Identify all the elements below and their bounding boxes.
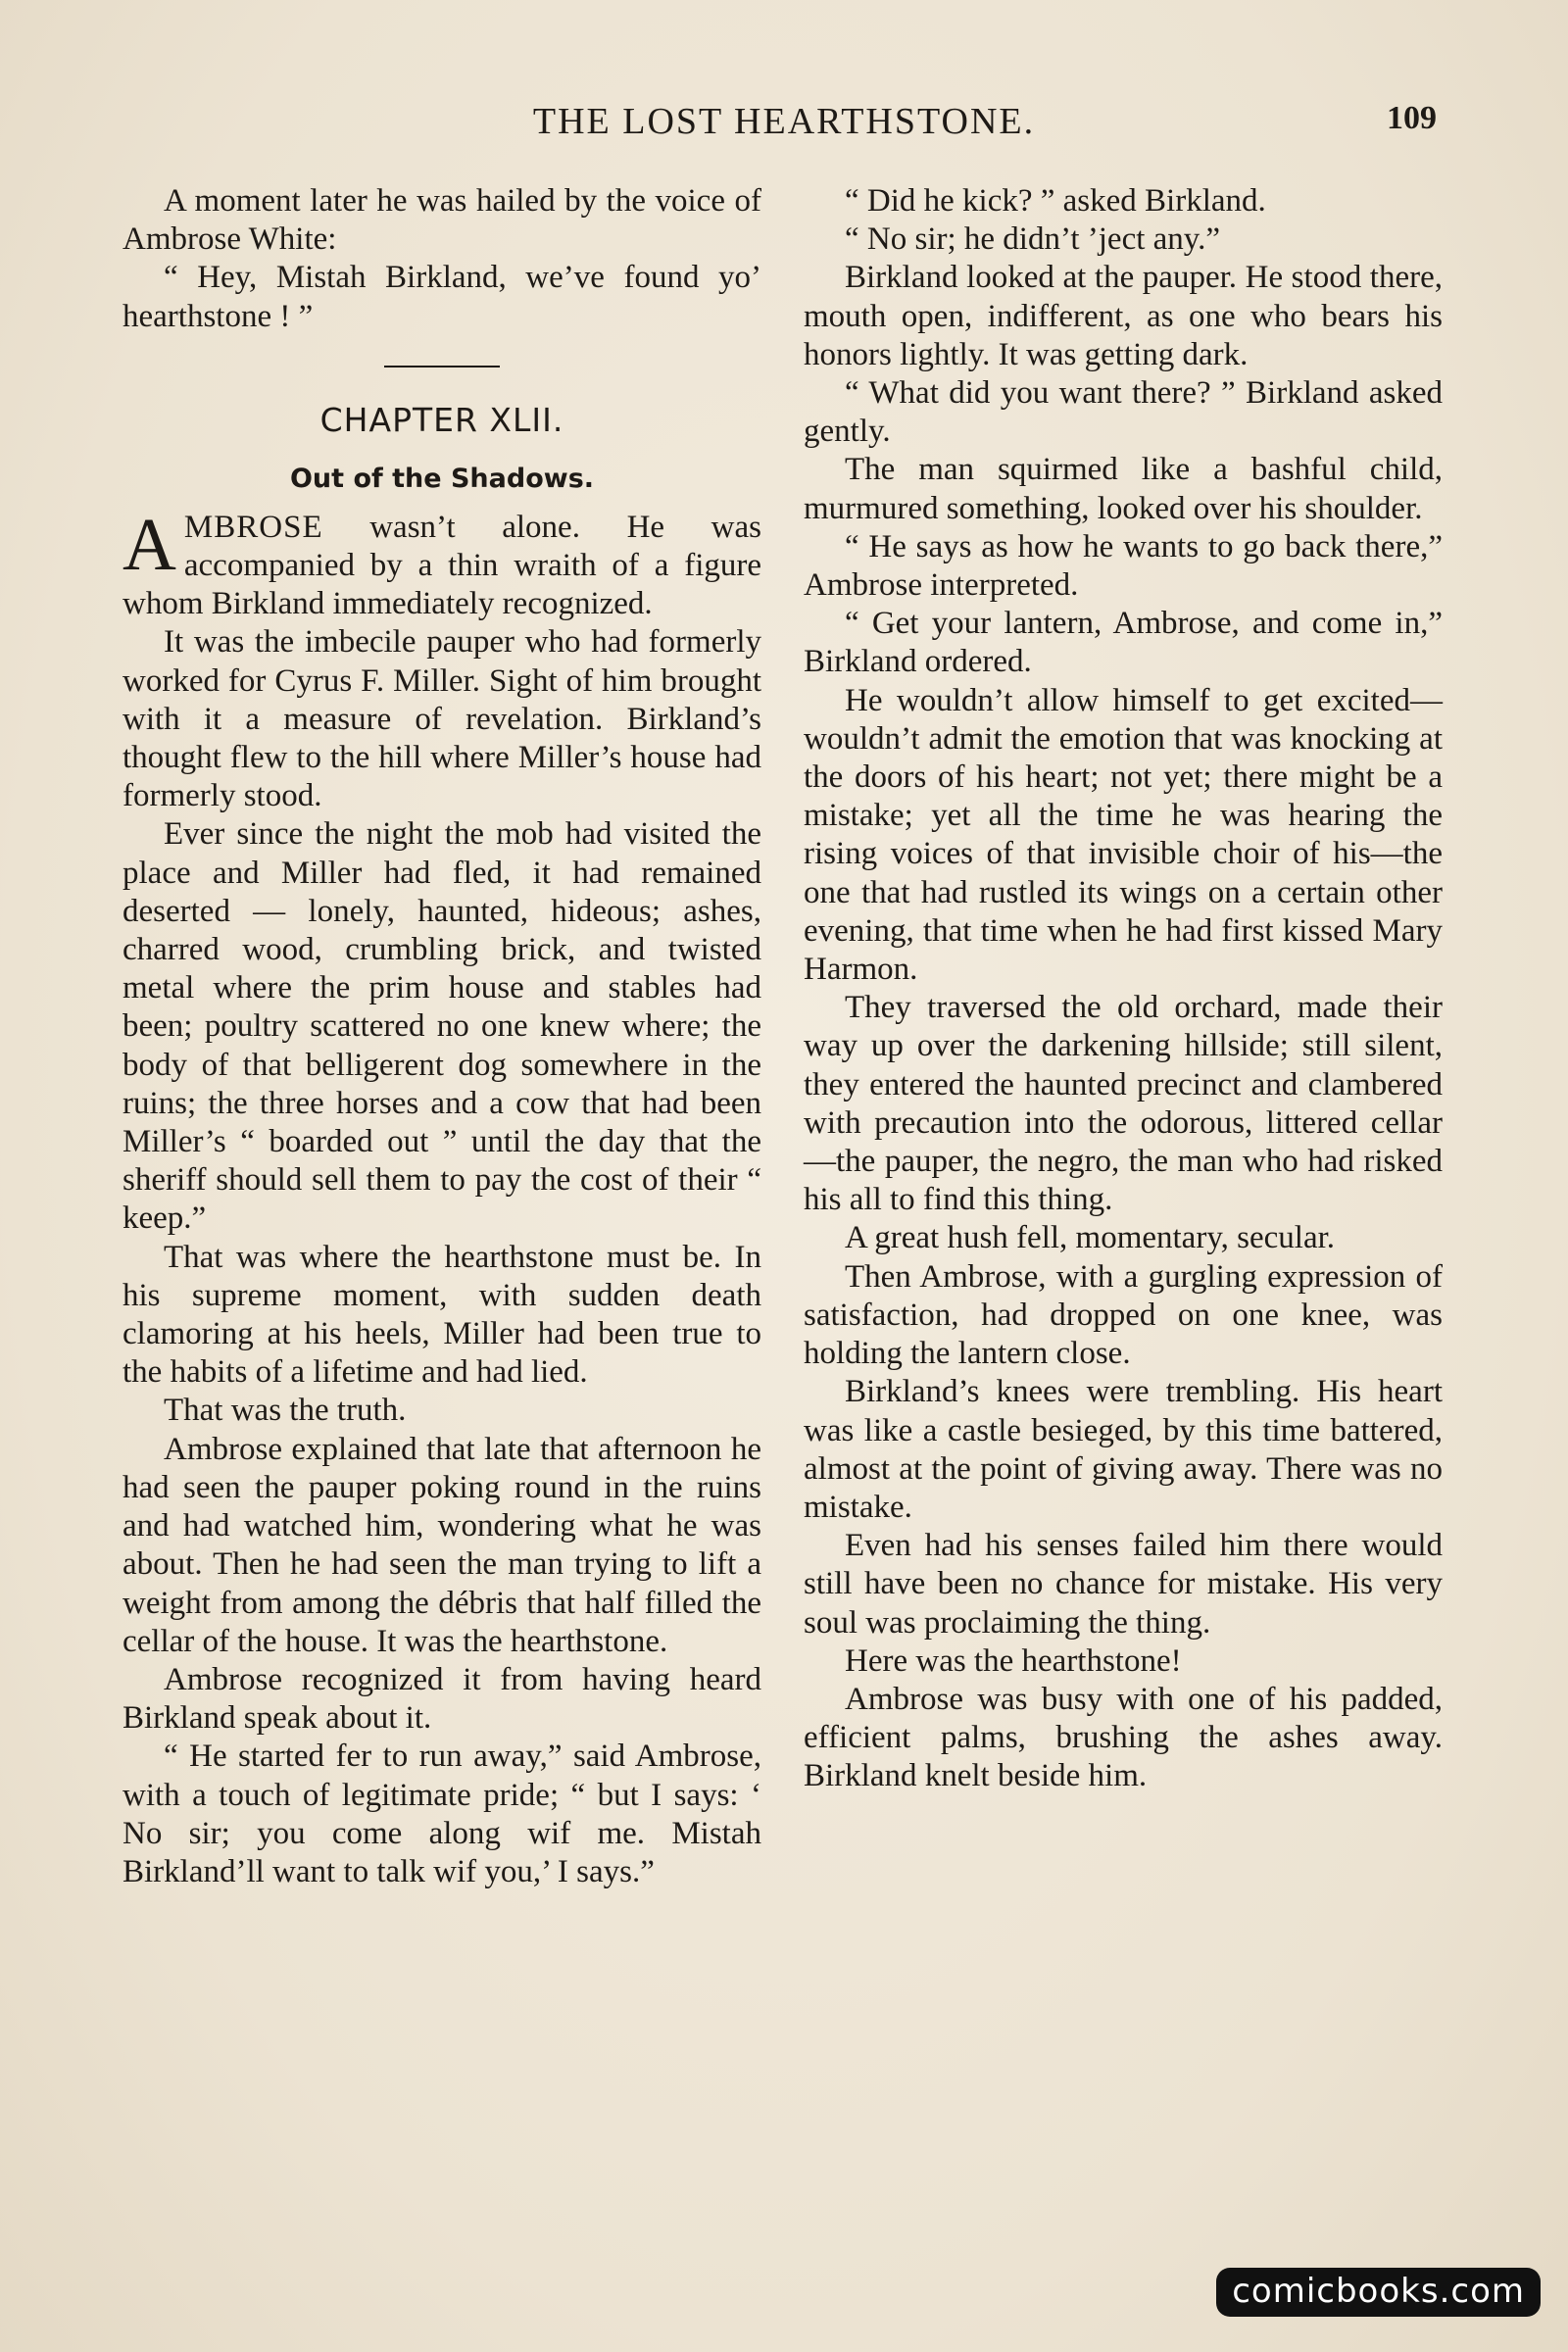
paragraph: That was where the hearthstone must be. In his supreme moment, with sudden death clamoring at his heels, Miller had been true to the habits of a lifetime and had lied. <box>122 1239 761 1391</box>
paragraph: That was the truth. <box>164 1393 407 1429</box>
drop-cap: A <box>122 503 176 586</box>
paragraph: Even had his senses failed him there would still have been no chance for mistake. His very soul was proclaiming the thing. <box>804 1528 1443 1641</box>
paragraph: “ Get your lantern, Ambrose, and come in,” Birkland ordered. <box>804 606 1443 680</box>
opening-text: wasn’t alone. He was accompanied by a thin wraith of a figure whom Birkland immediately recognized. <box>122 509 761 622</box>
paragraph: “ What did you want there? ” Birkland asked gently. <box>804 375 1443 450</box>
chapter-subtitle: Out of the Shadows. <box>289 463 595 494</box>
paragraph: It was the imbecile pauper who had formerly worked for Cyrus F. Miller. Sight of him brought with it a measure of revelation. Birkland’s thought flew to the hill where Miller’s house had formerly stood. <box>122 624 761 814</box>
paragraph: Ambrose explained that late that afternoon he had seen the pauper poking round in the ruins and had watched him, wondering what he was about. Then he had seen the man trying to lift a weight from among the débris that half filled the cellar of the house. It was the hearthstone. <box>122 1431 761 1659</box>
paragraph: A moment later he was hailed by the voice of Ambrose White: <box>122 183 761 258</box>
running-head <box>118 100 1450 149</box>
opening-smallcaps: MBROSE <box>183 509 323 545</box>
paragraph: Ambrose was busy with one of his padded, efficient palms, brushing the ashes away. Birkland knelt beside him. <box>804 1681 1443 1794</box>
paragraph: Here was the hearthstone! <box>845 1642 1182 1679</box>
left-column <box>122 182 761 1891</box>
paragraph: “ He says as how he wants to go back there,” Ambrose interpreted. <box>804 528 1443 604</box>
paragraph: Ever since the night the mob had visited the place and Miller had fled, it had remained deserted — lonely, haunted, hideous; ashes, charred wood, crumbling brick, and twisted metal where the prim house and stables had been; poultry scattered no one knew where; the body of that belligerent dog somewhere in the ruins; the three horses and a cow that had been Miller’s “ boarded out ” until the day that the sheriff should sell them to pay the cost of their “ keep.” <box>122 816 761 1237</box>
opening-paragraph <box>122 503 761 624</box>
paragraph: Ambrose recognized it from having heard Birkland speak about it. <box>122 1661 761 1737</box>
right-column <box>804 182 1443 1796</box>
chapter-heading: CHAPTER XLII. <box>319 400 564 439</box>
paragraph: Birkland looked at the pauper. He stood there, mouth open, indifferent, as one who bears his honors lightly. It was getting dark. <box>804 260 1443 372</box>
paragraph: A great hush fell, momentary, secular. <box>845 1220 1336 1256</box>
paragraph: They traversed the old orchard, made their way up over the darkening hillside; still silent, they entered the haunted precinct and clambered with precaution into the odorous, littered cellar—the pauper, the negro, the man who had risked his all to find this thing. <box>804 990 1443 1218</box>
paragraph: He wouldn’t allow himself to get excited—wouldn’t admit the emotion that was knocking at the doors of his heart; not yet; there might be a mistake; yet all the time he was hearing the rising voices of that invisible choir of his—the one that had rustled its wings on a certain other evening, that time when he had first kissed Mary Harmon. <box>804 682 1443 988</box>
paragraph: Birkland’s knees were trembling. His heart was like a castle besieged, by this time battered, almost at the point of giving away. There was no mistake. <box>804 1374 1443 1525</box>
paragraph: The man squirmed like a bashful child, murmured something, looked over his shoulder. <box>804 452 1443 526</box>
paragraph: “ No sir; he didn’t ’ject any.” <box>845 221 1221 258</box>
paragraph: “ Did he kick? ” asked Birkland. <box>845 183 1266 219</box>
section-divider <box>384 366 500 368</box>
paragraph: Then Ambrose, with a gurgling expression of satisfaction, had dropped on one knee, was holding the lantern close. <box>804 1258 1443 1372</box>
watermark-logo: comicbooks.com <box>1216 2268 1541 2317</box>
running-title: THE LOST HEARTHSTONE. <box>532 101 1036 142</box>
page-number: 109 <box>1387 100 1437 136</box>
paragraph: “ Hey, Mistah Birkland, we’ve found yo’ hearthstone ! ” <box>122 260 761 334</box>
paragraph: “ He started fer to run away,” said Ambrose, with a touch of legitimate pride; “ but I says: ‘ No sir; you come along wif me. Mistah Birkland’ll want to talk wif you,’ I says.” <box>122 1739 761 1889</box>
